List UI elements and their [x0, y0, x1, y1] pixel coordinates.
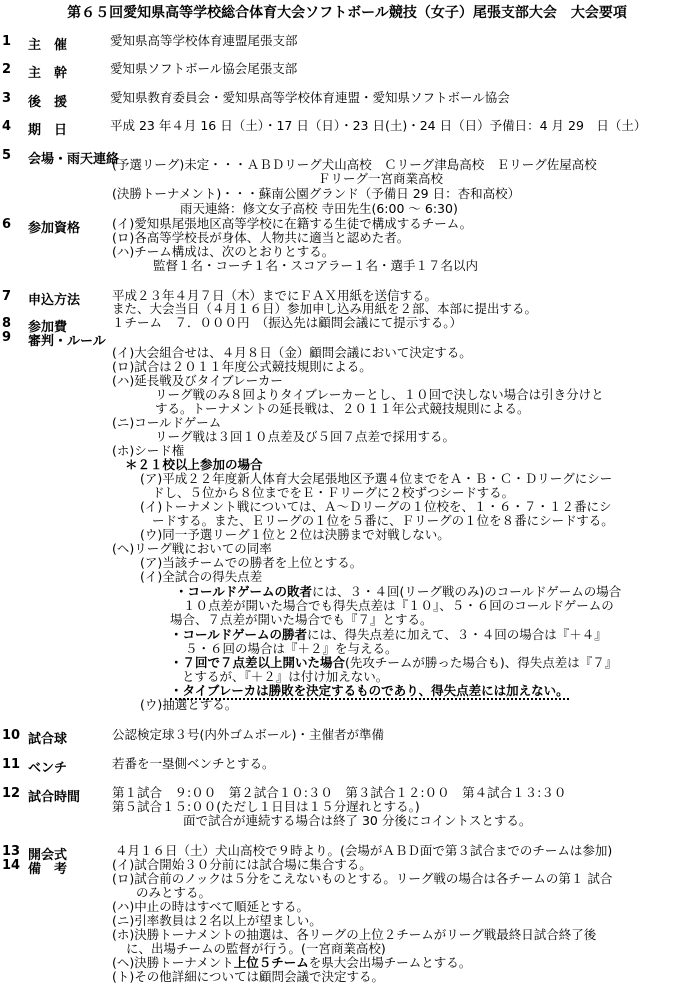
notes-line: (ホ)決勝トーナメントの抽選は、各リーグの上位２チームがリーグ戦最終日試合終了後	[112, 927, 597, 942]
section-number: 4	[2, 119, 12, 134]
section-number: 8	[2, 316, 12, 331]
rules-line: リーグ戦は３回１０点差及び５回７点差で採用する。	[155, 429, 456, 444]
application-line: 平成２３年４月７日（木）までにＦＡＸ用紙を送信する。	[112, 288, 438, 303]
section-label-organizer: 主 幹	[28, 66, 68, 81]
section-label-schedule: 試合時間	[28, 790, 81, 805]
application-line: また、大会当日（４月１６日）参加申し込み用紙を２部、本部に提出する。	[112, 301, 538, 316]
rules-line: (イ)大会組合せは、４月８日（金）顧問会議において決定する。	[112, 345, 472, 360]
notes-line: (ト)その他詳細については顧問会議で決定する。	[112, 969, 385, 984]
rules-line: (ア)当該チームでの勝者を上位とする。	[140, 555, 363, 570]
section-label-rules: 審判・ルール	[28, 334, 106, 349]
section-number: 11	[2, 757, 21, 772]
section-number: 10	[2, 728, 21, 743]
venue-line: (予選リーグ)未定・・・ＡＢＤリーグ犬山高校 Ｃリーグ津島高校 Ｅリーグ佐屋高校	[112, 157, 597, 172]
rules-line: ードする。また、Ｅリーグの１位を５番に、Ｆリーグの１位を８番にシードする。	[152, 513, 614, 528]
section-number: 13	[2, 844, 21, 859]
rules-line: (ロ)試合は２０１１年度公式競技規則による。	[112, 359, 372, 374]
section-label-host: 主 催	[28, 38, 68, 53]
section-label-fee: 参加費	[28, 320, 68, 335]
schedule-line: 第１試合 ９:００ 第２試合１０:３０ 第３試合１２:００ 第４試合１３:３０	[112, 785, 567, 800]
rules-bold-line: ・タイブレーカは勝敗を決定するものであり、得失点差には加えない。	[170, 683, 569, 698]
bench-text: 若番を一塁側ベンチとする。	[112, 756, 275, 771]
rules-line: する。トーナメントの延長戦は、２０１１年公式競技規則による。	[155, 401, 530, 416]
rules-bold: ・コールドゲームの敗者	[175, 584, 313, 599]
section-label-bench: ベンチ	[28, 761, 68, 776]
rules-line: (イ)トーナメント戦については、Ａ～Ｄリーグの１位校を、１・６・７・１２番にシ	[140, 499, 612, 514]
section-label-application: 申込方法	[28, 293, 81, 308]
venue-line: (決勝トーナメント)・・・蘇南公園グランド（予備日 29 日：杏和高校）	[112, 186, 521, 201]
rules-line: リーグ戦のみ８回よりタイブレーカーとし、１０回で決しない場合は引き分けと	[155, 387, 604, 402]
eligibility-line: (イ)愛知県尾張地区高等学校に在籍する生徒で構成するチーム。	[112, 216, 473, 231]
notes-line: (ニ)引率教員は２名以上が望ましい。	[112, 913, 322, 928]
rules-line: (イ)全試合の得失点差	[140, 569, 263, 584]
section-number: 6	[2, 217, 12, 232]
venue-line: 雨天連絡：修文女子高校 寺田先生(6:00 ～ 6:30)	[180, 201, 458, 216]
host-text: 愛知県高等学校体育連盟尾張支部	[110, 33, 298, 48]
notes-line: に、出場チームの監督が行う。(一宮商業高校)	[126, 941, 386, 956]
notes-line: のみとする。	[136, 885, 212, 900]
rules-line: (ウ)同一予選リーグ１位と２位は決勝まで対戦しない。	[140, 527, 450, 542]
rules-line: ・コールドゲームの敗者には、３・４回(リーグ戦のみ)のコールドゲームの場合	[175, 584, 622, 599]
venue-line: Ｆリーグ一宮商業高校	[318, 171, 444, 186]
notes-bold: 上位５チーム	[233, 955, 309, 970]
document-title: 第６５回愛知県高等学校総合体育大会ソフトボール競技（女子）尾張支部大会 大会要項	[67, 5, 627, 21]
eligibility-line: 監督１名・コーチ１名・スコアラー１名・選手１７名以内	[153, 258, 479, 273]
rules-line: (ニ)コールドゲーム	[112, 415, 222, 430]
rules-line: ５・６回の場合は『＋２』を与える。	[185, 641, 398, 656]
rules-bold: ・７回で７点差以上開いた場合	[170, 655, 346, 670]
section-number: 1	[2, 34, 12, 49]
rules-line: (ハ)延長戦及びタイブレーカー	[112, 373, 283, 388]
notes-line: (ロ)試合前のノックは５分をこえないものとする。リーグ戦の場合は各チームの第１ 試合	[112, 871, 613, 886]
rules-heading: ＊２１校以上参加の場合	[125, 457, 263, 472]
fee-line: １チーム ７．０００円 （振込先は顧問会議にて提示する。）	[112, 315, 463, 330]
section-number: 9	[2, 330, 12, 345]
notes-line: (ハ)中止の時はすべて順延とする。	[112, 899, 310, 914]
rules-line: (ウ)抽選とする。	[140, 697, 238, 712]
rules-line: とするが、『＋２』は付け加えない。	[182, 669, 389, 684]
section-number: 3	[2, 91, 12, 106]
opening-text: ４月１６日（土）犬山高校で９時より。(会場がＡＢＤ面で第３試合までのチームは参加)	[115, 843, 613, 858]
section-number: 7	[2, 289, 12, 304]
section-label-notes: 備 考	[28, 862, 68, 877]
section-number: 2	[2, 62, 12, 77]
rules-line: ドし、５位から８位までをＥ・Ｆリーグに２校ずつシードする。	[152, 485, 515, 500]
section-number: 14	[2, 858, 21, 873]
organizer-text: 愛知県ソフトボール協会尾張支部	[110, 61, 298, 76]
rules-line: １０点差が開いた場合でも得失点差は『１０』、５・６回のコールドゲームの	[183, 598, 614, 613]
rules-line: ・７回で７点差以上開いた場合(先攻チームが勝った場合も)、得失点差は『７』	[170, 655, 618, 670]
rules-line: (ホ)シード権	[112, 443, 185, 458]
rules-line: (ア)平成２２年度新人体育大会尾張地区予選４位までをＡ・Ｂ・Ｃ・Ｄリーグにシー	[140, 471, 613, 486]
schedule-line: 第５試合１５:００(ただし１日目は１５分遅れとする。)	[112, 799, 420, 814]
rules-line: 場合、７点差が開いた場合でも『７』とする。	[170, 612, 433, 627]
support-text: 愛知県教育委員会・愛知県高等学校体育連盟・愛知県ソフトボール協会	[110, 90, 510, 105]
notes-line: (ヘ)決勝トーナメント上位５チームを県大会出場チームとする。	[112, 955, 472, 970]
section-label-eligibility: 参加資格	[28, 221, 81, 236]
section-number: 12	[2, 786, 21, 801]
section-label-venue: 会場・雨天連絡	[28, 152, 120, 167]
schedule-line: 面で試合が連続する場合は終了 30 分後にコイントスとする。	[183, 813, 532, 828]
rules-bold: ・コールドゲームの勝者	[170, 627, 308, 642]
rules-line: ・コールドゲームの勝者には、得失点差に加えて、３・４回の場合は『＋４』	[170, 627, 607, 642]
section-label-dates: 期 日	[28, 123, 68, 138]
eligibility-line: (ハ)チーム構成は、次のとおりとする。	[112, 244, 335, 259]
section-label-ball: 試合球	[28, 732, 68, 747]
section-label-opening: 開会式	[28, 848, 68, 863]
section-label-support: 後 援	[28, 95, 68, 110]
eligibility-line: (ロ)各高等学校長が身体、人物共に適当と認めた者。	[112, 230, 410, 245]
ball-text: 公認検定球３号(内外ゴムボール)・主催者が準備	[112, 727, 385, 742]
dates-text: 平成 23 年４月 16 日（土）・17 日（日）・23 日(土)・24 日（日）予備日：4 月 29 日（土）	[110, 118, 647, 133]
section-number: 5	[2, 148, 12, 163]
rules-line: (ヘ)リーグ戦においての同率	[112, 541, 272, 556]
notes-line: (イ)試合開始３０分前には試合場に集合する。	[112, 857, 372, 872]
